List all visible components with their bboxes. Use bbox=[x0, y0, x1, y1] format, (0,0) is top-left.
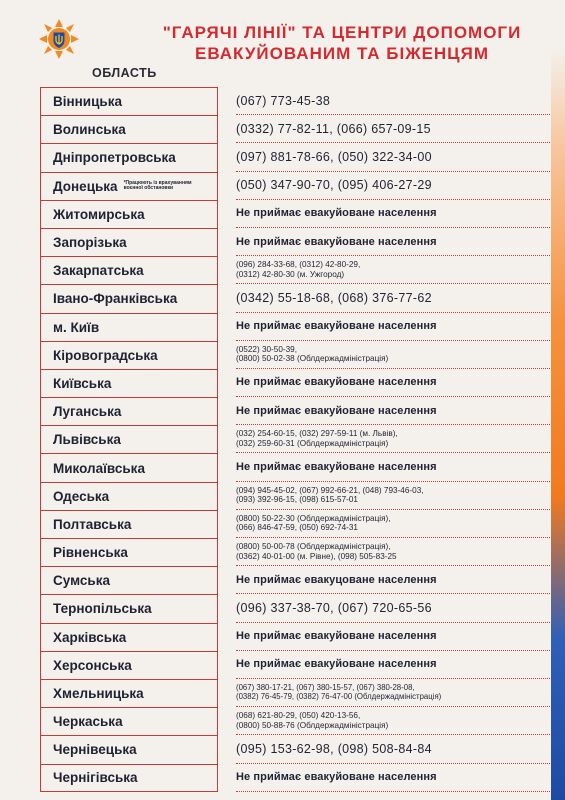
region-cell bbox=[40, 172, 218, 200]
phone-cell bbox=[236, 651, 550, 679]
table-row bbox=[40, 200, 550, 228]
phone-numbers: (067) 380-17-21, (067) 380-15-57, (067) 380-28-08, (0382) 76-45-79, (0382) 76-47-00 (Облдержадміністрація) bbox=[236, 682, 442, 701]
region-name: Вінницька bbox=[53, 94, 122, 110]
page-title-line-1: "ГАРЯЧІ ЛІНІЇ" ТА ЦЕНТРИ ДОПОМОГИ bbox=[162, 23, 522, 42]
region-cell bbox=[40, 256, 218, 284]
region-name: Харківська bbox=[53, 629, 127, 645]
table-row bbox=[40, 313, 550, 341]
region-cell bbox=[40, 425, 218, 453]
region-note: *Працюють із врахуванням воєнної обстановки bbox=[123, 179, 192, 192]
phone-cell bbox=[236, 228, 550, 256]
phone-cell bbox=[236, 369, 550, 397]
phone-cell bbox=[236, 397, 550, 425]
region-name: Херсонська bbox=[53, 657, 132, 673]
table-row bbox=[40, 482, 550, 510]
phone-cell bbox=[236, 482, 550, 510]
table-row bbox=[40, 453, 550, 481]
phone-numbers: Не приймає евакуйоване населення bbox=[236, 207, 437, 220]
table-row bbox=[40, 735, 550, 763]
phone-cell bbox=[236, 143, 550, 171]
region-name: Одеська bbox=[53, 488, 110, 504]
page-title-line-2: ЕВАКУЙОВАНИМ ТА БІЖЕНЦЯМ bbox=[195, 44, 489, 63]
phone-numbers: Не приймає евакуйоване населення bbox=[236, 376, 437, 389]
table-row bbox=[40, 228, 550, 256]
region-name: Житомирська bbox=[53, 206, 145, 222]
phone-cell bbox=[236, 679, 550, 707]
region-column-header: ОБЛАСТЬ bbox=[92, 66, 157, 80]
region-cell bbox=[40, 228, 218, 256]
region-name: Сумська bbox=[53, 573, 110, 589]
hotline-table bbox=[40, 87, 550, 792]
region-name: Чернівецька bbox=[53, 742, 137, 758]
table-row bbox=[40, 510, 550, 538]
region-cell bbox=[40, 482, 218, 510]
region-cell bbox=[40, 397, 218, 425]
phone-numbers: (032) 254-60-15, (032) 297-59-11 (м. Львів), (032) 259-60-31 (Облдержадміністрація) bbox=[236, 429, 398, 448]
region-cell bbox=[40, 735, 218, 763]
phone-numbers: (068) 621-80-29, (050) 420-13-56, (0800) 50-88-76 (Облдержадміністрація) bbox=[236, 711, 389, 730]
phone-cell bbox=[236, 284, 550, 312]
region-name: Миколаївська bbox=[53, 460, 145, 476]
region-name: Донецька bbox=[53, 178, 118, 194]
phone-cell bbox=[236, 256, 550, 284]
region-cell bbox=[40, 313, 218, 341]
region-name: Кіровоградська bbox=[53, 347, 158, 363]
table-row bbox=[40, 115, 550, 143]
table-row bbox=[40, 172, 550, 200]
region-name: Закарпатська bbox=[53, 263, 144, 279]
phone-numbers: Не приймає евакуйоване населення bbox=[236, 235, 437, 248]
phone-numbers: (0332) 77-82-11, (066) 657-09-15 bbox=[236, 121, 431, 136]
table-row bbox=[40, 538, 550, 566]
region-name: Львівська bbox=[53, 432, 121, 448]
phone-cell bbox=[236, 87, 550, 115]
region-name: Хмельницька bbox=[53, 686, 144, 702]
region-cell bbox=[40, 284, 218, 312]
phone-cell bbox=[236, 115, 550, 143]
region-cell bbox=[40, 651, 218, 679]
region-cell bbox=[40, 369, 218, 397]
region-cell bbox=[40, 510, 218, 538]
region-name: Рівненська bbox=[53, 545, 128, 561]
region-cell bbox=[40, 341, 218, 369]
table-row bbox=[40, 707, 550, 735]
emergency-service-emblem-icon bbox=[38, 18, 80, 60]
region-name: Київська bbox=[53, 375, 112, 391]
table-row bbox=[40, 369, 550, 397]
table-row bbox=[40, 651, 550, 679]
phone-numbers: Не приймає евакуйоване населення bbox=[236, 771, 437, 784]
region-name: Івано-Франківська bbox=[53, 291, 178, 307]
phone-cell bbox=[236, 510, 550, 538]
table-row bbox=[40, 341, 550, 369]
region-cell bbox=[40, 623, 218, 651]
phone-cell bbox=[236, 566, 550, 594]
phone-cell bbox=[236, 764, 550, 792]
table-row bbox=[40, 566, 550, 594]
phone-numbers: (067) 773-45-38 bbox=[236, 93, 331, 108]
table-row bbox=[40, 143, 550, 171]
phone-cell bbox=[236, 594, 550, 622]
region-name: Запорізька bbox=[53, 235, 127, 251]
table-row bbox=[40, 594, 550, 622]
region-cell bbox=[40, 764, 218, 792]
region-cell bbox=[40, 679, 218, 707]
region-name: м. Київ bbox=[53, 319, 100, 335]
region-name: Полтавська bbox=[53, 516, 132, 532]
region-cell bbox=[40, 566, 218, 594]
region-cell bbox=[40, 594, 218, 622]
phone-cell bbox=[236, 425, 550, 453]
phone-numbers: (0342) 55-18-68, (068) 376-77-62 bbox=[236, 290, 432, 305]
region-name: Тернопільська bbox=[53, 601, 152, 617]
table-row bbox=[40, 256, 550, 284]
phone-cell bbox=[236, 200, 550, 228]
decorative-side-stripe bbox=[551, 0, 565, 800]
phone-cell bbox=[236, 172, 550, 200]
region-name: Дніпропетровська bbox=[53, 150, 176, 166]
region-name: Чернігівська bbox=[53, 770, 138, 786]
table-row bbox=[40, 425, 550, 453]
region-cell bbox=[40, 538, 218, 566]
region-name: Волинська bbox=[53, 122, 126, 138]
phone-cell bbox=[236, 313, 550, 341]
region-name: Черкаська bbox=[53, 714, 123, 730]
table-row bbox=[40, 87, 550, 115]
phone-numbers: (096) 284-33-68, (0312) 42-80-29, (0312) 42-80-30 (м. Ужгород) bbox=[236, 260, 361, 279]
table-row bbox=[40, 623, 550, 651]
phone-cell bbox=[236, 707, 550, 735]
region-cell bbox=[40, 707, 218, 735]
phone-numbers: (096) 337-38-70, (067) 720-65-56 bbox=[236, 600, 432, 615]
phone-numbers: (0800) 50-22-30 (Облдержадміністрація), (066) 846-47-59, (050) 692-74-31 bbox=[236, 513, 391, 533]
phone-numbers: (050) 347-90-70, (095) 406-27-29 bbox=[236, 178, 432, 193]
table-row bbox=[40, 284, 550, 312]
table-row bbox=[40, 679, 550, 707]
phone-cell bbox=[236, 453, 550, 481]
phone-numbers: (0800) 50-00-78 (Облдержадміністрація), (0362) 40-01-00 (м. Рівне), (098) 505-83-25 bbox=[236, 542, 397, 561]
phone-cell bbox=[236, 341, 550, 369]
phone-numbers: Не приймає евакуйоване населення bbox=[236, 630, 437, 643]
region-name: Луганська bbox=[53, 404, 122, 420]
phone-numbers: Не приймає евакуйоване населення bbox=[236, 320, 437, 333]
phone-numbers: Не приймає евакуйоване населення bbox=[236, 404, 437, 417]
phone-numbers: Не приймає евакуйоване населення bbox=[236, 461, 437, 474]
region-cell bbox=[40, 200, 218, 228]
page-title bbox=[132, 22, 552, 64]
region-cell bbox=[40, 115, 218, 143]
phone-numbers: Не приймає евакуйоване населення bbox=[236, 658, 437, 671]
phone-numbers: (095) 153-62-98, (098) 508-84-84 bbox=[236, 741, 432, 756]
phone-numbers: Не приймає евакуцоване населення bbox=[236, 573, 437, 586]
phone-numbers: (094) 945-45-02, (067) 992-66-21, (048) 793-46-03, (093) 392-96-15, (098) 615-57-01 bbox=[236, 485, 424, 505]
region-cell bbox=[40, 87, 218, 115]
region-cell bbox=[40, 453, 218, 481]
table-row bbox=[40, 397, 550, 425]
phone-numbers: (0522) 30-50-39, (0800) 50-02-38 (Облдержадміністрація) bbox=[236, 344, 389, 364]
region-cell bbox=[40, 143, 218, 171]
phone-numbers: (097) 881-78-66, (050) 322-34-00 bbox=[236, 149, 432, 164]
phone-cell bbox=[236, 623, 550, 651]
phone-cell bbox=[236, 735, 550, 763]
table-row bbox=[40, 764, 550, 792]
phone-cell bbox=[236, 538, 550, 566]
